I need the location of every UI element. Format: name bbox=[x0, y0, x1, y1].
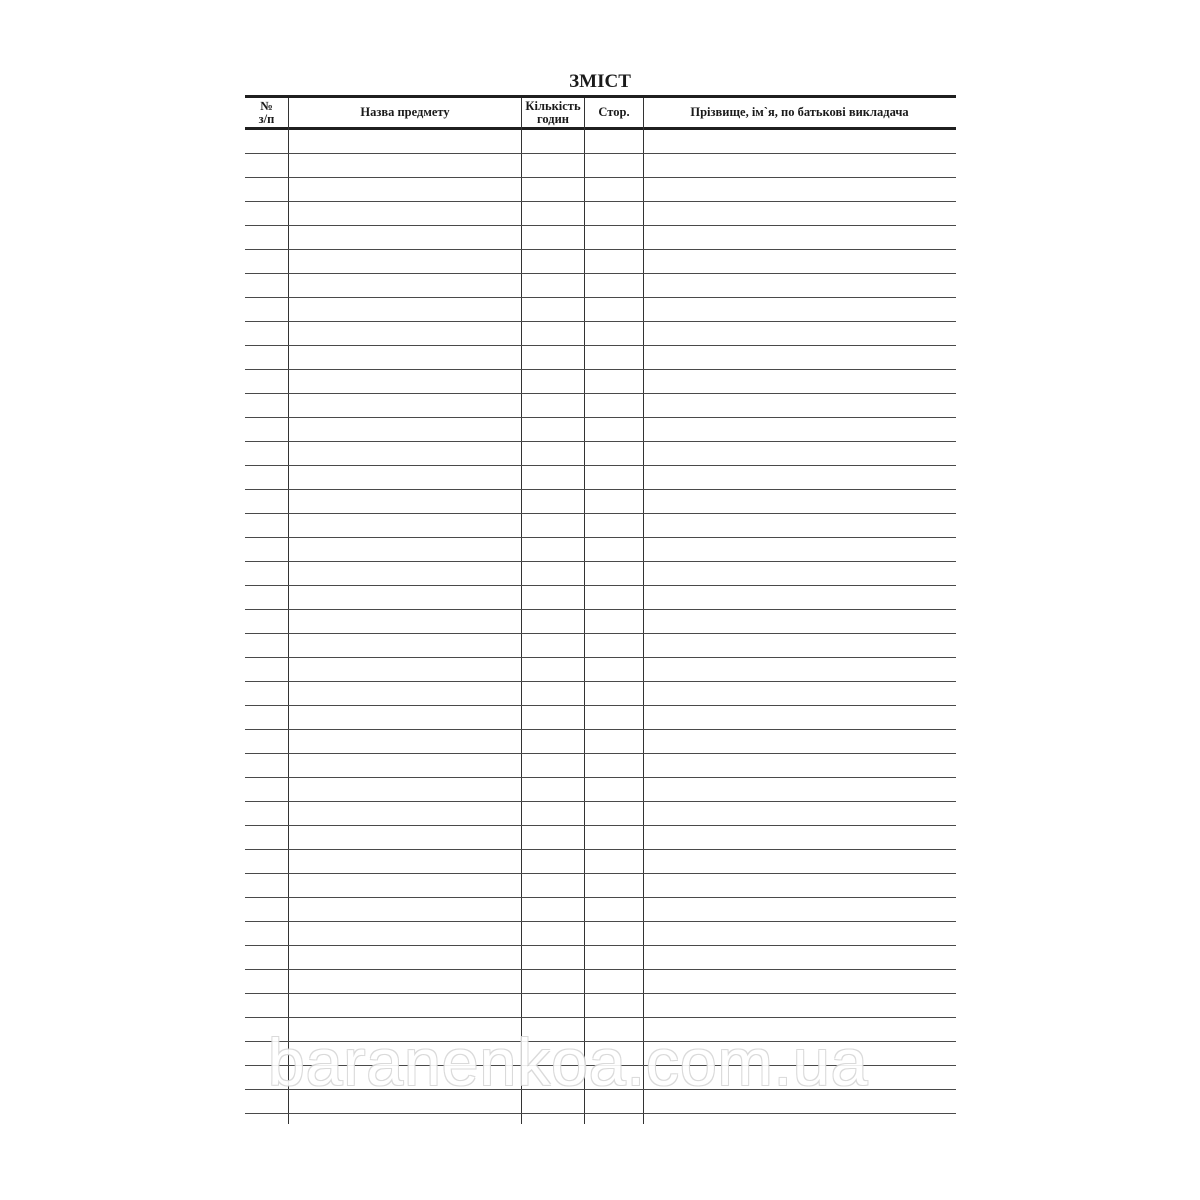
table-row bbox=[245, 130, 956, 154]
column-header-subject-label: Назва предмету bbox=[360, 105, 450, 119]
table-row bbox=[245, 226, 956, 250]
table-row bbox=[245, 682, 956, 706]
table-row bbox=[245, 514, 956, 538]
table-row bbox=[245, 970, 956, 994]
table-row bbox=[245, 538, 956, 562]
column-header-hours-line1: Кількість bbox=[525, 98, 581, 113]
table-row bbox=[245, 394, 956, 418]
table-row bbox=[245, 466, 956, 490]
table-row bbox=[245, 418, 956, 442]
table-row bbox=[245, 154, 956, 178]
table-row bbox=[245, 178, 956, 202]
table-row bbox=[245, 874, 956, 898]
table-row bbox=[245, 946, 956, 970]
table-row bbox=[245, 850, 956, 874]
table-row bbox=[245, 250, 956, 274]
column-header-page-label: Стор. bbox=[598, 105, 630, 119]
table-row bbox=[245, 658, 956, 682]
table-row bbox=[245, 274, 956, 298]
column-header-number-line1: № bbox=[260, 98, 273, 113]
table-row bbox=[245, 298, 956, 322]
column-header-number bbox=[245, 98, 288, 127]
column-header-hours-line2: годин bbox=[537, 111, 569, 126]
table-row bbox=[245, 730, 956, 754]
table-row bbox=[245, 826, 956, 850]
table-row bbox=[245, 562, 956, 586]
table-row bbox=[245, 586, 956, 610]
table-body bbox=[245, 130, 956, 1114]
table-row bbox=[245, 706, 956, 730]
column-header-page bbox=[585, 98, 643, 127]
table-row bbox=[245, 754, 956, 778]
watermark: baranenkoa.com.ua bbox=[268, 1025, 869, 1099]
page-title: ЗМІСТ bbox=[569, 71, 631, 92]
table-row bbox=[245, 322, 956, 346]
table-row bbox=[245, 442, 956, 466]
table-row bbox=[245, 922, 956, 946]
column-header-subject bbox=[289, 98, 521, 127]
table-row bbox=[245, 898, 956, 922]
table-row bbox=[245, 490, 956, 514]
column-header-teacher bbox=[644, 98, 955, 127]
table-row bbox=[245, 346, 956, 370]
table-row bbox=[245, 778, 956, 802]
table-row bbox=[245, 994, 956, 1018]
table-row bbox=[245, 634, 956, 658]
column-header-hours bbox=[522, 98, 584, 127]
table-row bbox=[245, 370, 956, 394]
column-header-number-line2: з/п bbox=[258, 111, 275, 126]
table-row bbox=[245, 202, 956, 226]
table-row bbox=[245, 610, 956, 634]
column-header-teacher-label: Прізвище, ім`я, по батькові викладача bbox=[690, 105, 909, 119]
table-row bbox=[245, 802, 956, 826]
